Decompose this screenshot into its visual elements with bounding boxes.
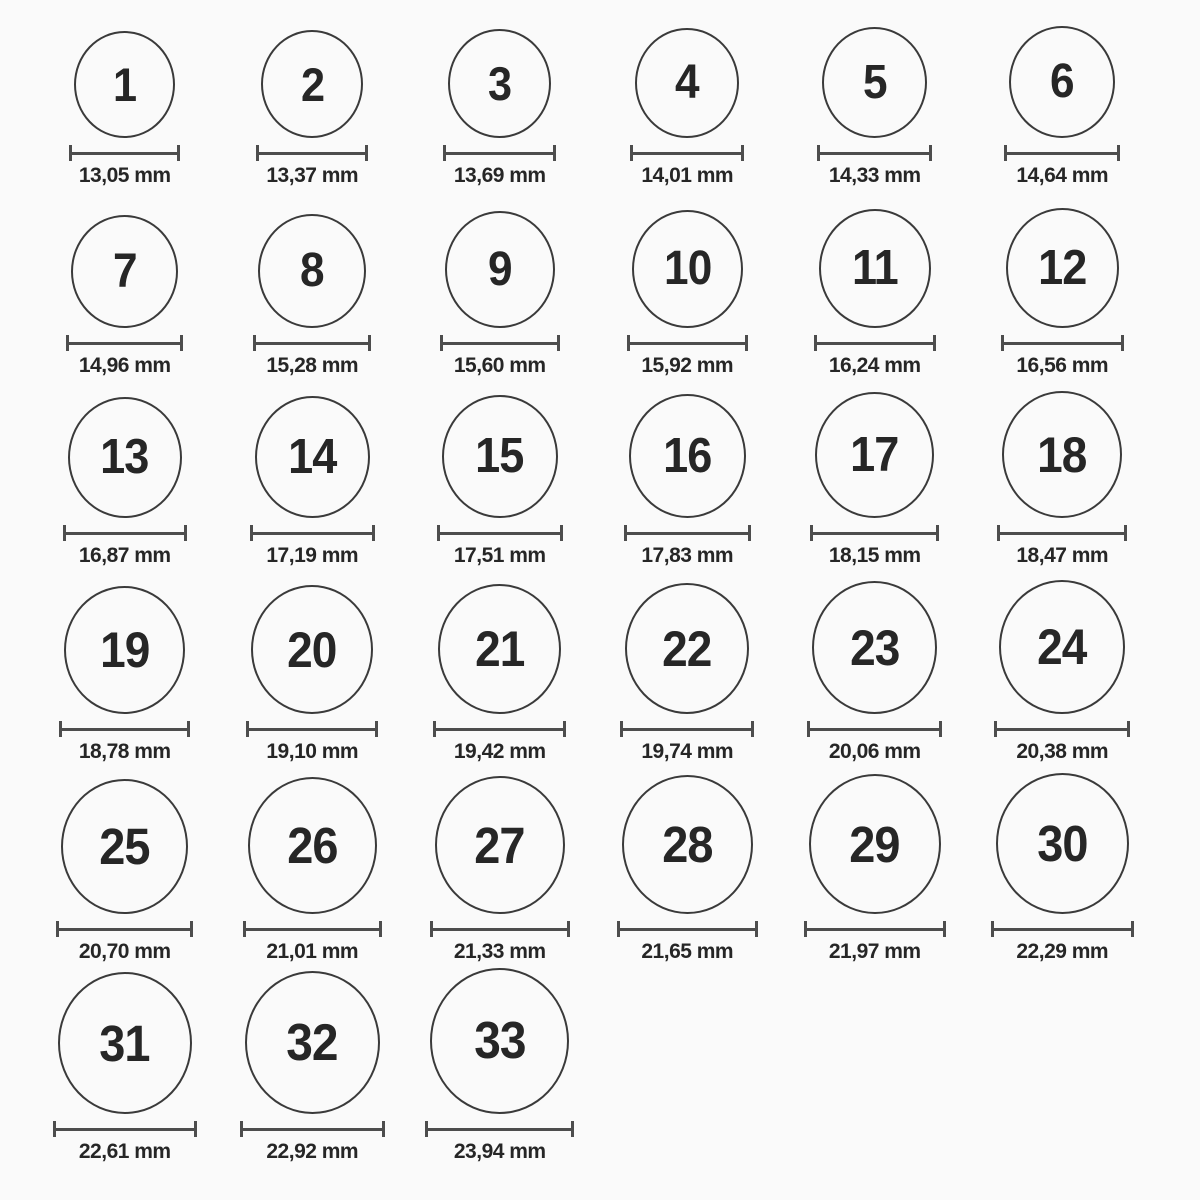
ring-circle [629,394,746,518]
measure-tick-right [177,145,180,161]
diameter-measure-line [814,335,936,351]
measure-bar [440,532,560,535]
measure-tick-right [194,1121,197,1137]
measure-tick-right [382,1121,385,1137]
ring-circle [1006,208,1119,328]
measure-tick-right [939,721,942,737]
ring-size-number: 13 [100,430,149,484]
ring-size-number: 18 [1037,426,1087,483]
ring-circle [812,581,937,714]
diameter-label: 18,47 mm [1016,544,1109,567]
measure-tick-right [1124,525,1127,541]
ring-circle [1002,391,1122,518]
diameter-measure-line [66,335,183,351]
ring-circle [68,397,182,518]
ring-circle [430,968,569,1114]
diameter-measure-line [807,721,942,737]
ring-circle [635,28,739,138]
ring-size-cell [219,768,407,968]
ring-circle [435,776,565,914]
ring-circle [448,29,551,138]
ring-size-cell [406,382,594,572]
ring-size-number: 29 [849,815,900,873]
ring-size-cell [31,192,219,382]
ring-circle [245,971,380,1114]
ring-size-cell [406,0,594,192]
ring-size-number: 20 [287,621,337,678]
ring-size-cell [31,968,219,1168]
measure-bar [1000,532,1124,535]
measure-tick-right [557,335,560,351]
diameter-label: 19,10 mm [266,740,359,763]
diameter-measure-line [243,921,382,937]
diameter-label: 15,28 mm [266,354,359,377]
ring-size-number: 6 [1050,55,1075,108]
measure-bar [807,928,943,931]
ring-size-number: 2 [300,57,324,111]
ring-size-cell [406,768,594,968]
ring-circle [815,392,934,518]
diameter-label: 21,65 mm [641,940,734,963]
measure-bar [259,152,365,155]
ring-size-number: 3 [488,57,512,110]
ring-size-number: 16 [663,428,712,483]
diameter-label: 16,56 mm [1016,354,1109,377]
diameter-measure-line [69,145,180,161]
ring-circle [622,775,753,914]
ring-size-cell [406,968,594,1168]
diameter-measure-line [991,921,1134,937]
ring-size-cell [219,192,407,382]
ring-size-cell [781,768,969,968]
ring-size-cell [594,382,782,572]
ring-size-cell [219,0,407,192]
ring-size-cell [781,192,969,382]
measure-tick-right [567,921,570,937]
ring-size-number: 15 [475,429,524,483]
ring-size-number: 33 [474,1012,526,1070]
measure-tick-right [745,335,748,351]
measure-bar [1004,342,1121,345]
ring-circle [71,215,178,328]
ring-size-cell [969,192,1157,382]
diameter-label: 15,60 mm [453,354,546,377]
ring-size-number: 4 [675,56,700,109]
ring-size-number: 5 [862,55,887,109]
ring-circle [819,209,931,328]
ring-circle [632,210,743,328]
diameter-measure-line [56,921,193,937]
measure-bar [446,152,553,155]
measure-tick-right [563,721,566,737]
diameter-label: 13,69 mm [453,164,546,187]
measure-bar [249,728,375,731]
ring-size-number: 26 [287,817,338,874]
diameter-label: 18,78 mm [78,740,171,763]
diameter-measure-line [63,525,187,541]
diameter-measure-line [256,145,368,161]
ring-size-number: 21 [475,621,525,677]
measure-tick-right [375,721,378,737]
measure-tick-right [1127,721,1130,737]
diameter-label: 19,74 mm [641,740,734,763]
ring-size-number: 32 [286,1013,338,1072]
ring-size-number: 10 [663,242,711,295]
diameter-label: 17,51 mm [453,544,546,567]
ring-size-number: 17 [850,427,899,482]
ring-size-number: 31 [99,1014,150,1072]
measure-bar [256,342,368,345]
diameter-measure-line [443,145,556,161]
ring-circle [445,211,555,328]
diameter-label: 21,33 mm [453,940,546,963]
ring-size-number: 1 [113,58,137,111]
ring-circle [438,584,561,714]
ring-size-cell [781,572,969,768]
measure-tick-right [187,721,190,737]
ring-size-cell [594,768,782,968]
measure-bar [623,728,751,731]
measure-bar [627,532,748,535]
measure-bar [810,728,939,731]
ring-size-cell [31,382,219,572]
diameter-measure-line [810,525,939,541]
ring-size-cell [219,572,407,768]
ring-size-cell [219,382,407,572]
ring-size-cell [594,0,782,192]
diameter-measure-line [250,525,375,541]
ring-circle [625,583,749,714]
measure-tick-right [365,145,368,161]
diameter-measure-line [433,721,566,737]
ring-size-cell [594,572,782,768]
diameter-label: 20,06 mm [828,740,921,763]
ring-size-cell [406,572,594,768]
measure-bar [246,928,379,931]
diameter-label: 21,01 mm [266,940,359,963]
measure-tick-right [553,145,556,161]
ring-circle [64,586,185,714]
diameter-measure-line [994,721,1130,737]
ring-size-number: 9 [487,242,512,296]
ring-size-number: 24 [1037,619,1087,675]
diameter-label: 20,38 mm [1016,740,1109,763]
diameter-measure-line [437,525,563,541]
ring-circle [255,396,370,518]
ring-size-cell [406,192,594,382]
diameter-measure-line [425,1121,574,1137]
diameter-measure-line [1004,145,1120,161]
measure-bar [56,1128,194,1131]
ring-size-number: 30 [1037,815,1088,872]
measure-bar [633,152,741,155]
measure-bar [1007,152,1117,155]
diameter-measure-line [997,525,1127,541]
diameter-measure-line [617,921,758,937]
diameter-label: 23,94 mm [453,1140,546,1163]
diameter-label: 22,29 mm [1016,940,1109,963]
measure-tick-right [741,145,744,161]
diameter-measure-line [630,145,744,161]
measure-tick-right [180,335,183,351]
ring-size-cell [969,768,1157,968]
ring-size-number: 12 [1038,240,1087,295]
measure-bar [620,928,755,931]
measure-bar [59,928,190,931]
diameter-measure-line [440,335,560,351]
measure-tick-right [368,335,371,351]
ring-size-number: 25 [99,818,150,875]
diameter-label: 22,92 mm [266,1140,359,1163]
measure-tick-right [372,525,375,541]
ring-size-cell [969,572,1157,768]
measure-tick-right [748,525,751,541]
measure-bar [813,532,936,535]
diameter-label: 21,97 mm [828,940,921,963]
ring-circle [258,214,366,328]
ring-size-number: 8 [300,244,325,297]
measure-tick-right [943,921,946,937]
measure-bar [253,532,372,535]
ring-size-cell [781,382,969,572]
ring-size-cell [31,572,219,768]
diameter-measure-line [627,335,748,351]
measure-tick-right [379,921,382,937]
ring-size-cell [969,382,1157,572]
measure-bar [817,342,933,345]
measure-tick-right [560,525,563,541]
ring-size-number: 14 [288,429,337,484]
ring-circle [261,30,363,138]
ring-size-number: 19 [100,622,150,678]
diameter-label: 14,96 mm [78,354,171,377]
ring-size-number: 22 [662,620,712,677]
measure-bar [820,152,929,155]
diameter-label: 20,70 mm [78,940,171,963]
ring-circle [251,585,373,714]
diameter-measure-line [253,335,371,351]
ring-circle [442,395,558,518]
measure-tick-right [933,335,936,351]
diameter-measure-line [1001,335,1124,351]
diameter-label: 19,42 mm [453,740,546,763]
ring-size-cell [31,768,219,968]
ring-size-number: 23 [850,619,900,676]
measure-tick-right [1121,335,1124,351]
diameter-measure-line [430,921,570,937]
diameter-label: 14,33 mm [828,164,921,187]
measure-bar [436,728,563,731]
measure-bar [66,532,184,535]
measure-tick-right [751,721,754,737]
measure-bar [72,152,177,155]
measure-tick-right [184,525,187,541]
diameter-label: 14,01 mm [641,164,734,187]
ring-size-cell [781,0,969,192]
diameter-measure-line [246,721,378,737]
ring-circle [58,972,192,1114]
measure-bar [428,1128,571,1131]
ring-size-cell [31,0,219,192]
measure-tick-right [190,921,193,937]
measure-tick-right [1131,921,1134,937]
diameter-measure-line [620,721,754,737]
diameter-label: 15,92 mm [641,354,734,377]
ring-circle [822,27,927,138]
diameter-label: 13,37 mm [266,164,359,187]
ring-size-number: 28 [662,816,713,873]
ring-circle [74,31,175,138]
measure-bar [69,342,180,345]
diameter-measure-line [804,921,946,937]
measure-tick-right [755,921,758,937]
ring-size-cell [969,0,1157,192]
measure-bar [630,342,745,345]
diameter-label: 18,15 mm [828,544,921,567]
diameter-measure-line [624,525,751,541]
ring-circle [248,777,377,914]
ring-size-cell [594,192,782,382]
measure-bar [62,728,187,731]
ring-size-number: 27 [474,816,525,874]
measure-tick-right [936,525,939,541]
measure-bar [433,928,567,931]
diameter-label: 17,83 mm [641,544,734,567]
measure-tick-right [929,145,932,161]
diameter-measure-line [240,1121,385,1137]
diameter-label: 22,61 mm [78,1140,171,1163]
diameter-label: 14,64 mm [1016,164,1109,187]
ring-circle [809,774,941,914]
diameter-measure-line [53,1121,197,1137]
ring-circle [61,779,188,914]
diameter-label: 16,87 mm [78,544,171,567]
measure-bar [243,1128,382,1131]
measure-tick-right [1117,145,1120,161]
measure-bar [994,928,1131,931]
ring-size-number: 11 [851,241,898,295]
diameter-label: 16,24 mm [828,354,921,377]
diameter-label: 17,19 mm [266,544,359,567]
diameter-measure-line [817,145,932,161]
measure-tick-right [571,1121,574,1137]
measure-bar [443,342,557,345]
measure-bar [997,728,1127,731]
ring-circle [999,580,1125,714]
ring-size-cell [219,968,407,1168]
ring-size-number: 7 [112,244,137,298]
diameter-label: 13,05 mm [78,164,171,187]
diameter-measure-line [59,721,190,737]
ring-circle [1009,26,1115,138]
ring-circle [996,773,1129,914]
